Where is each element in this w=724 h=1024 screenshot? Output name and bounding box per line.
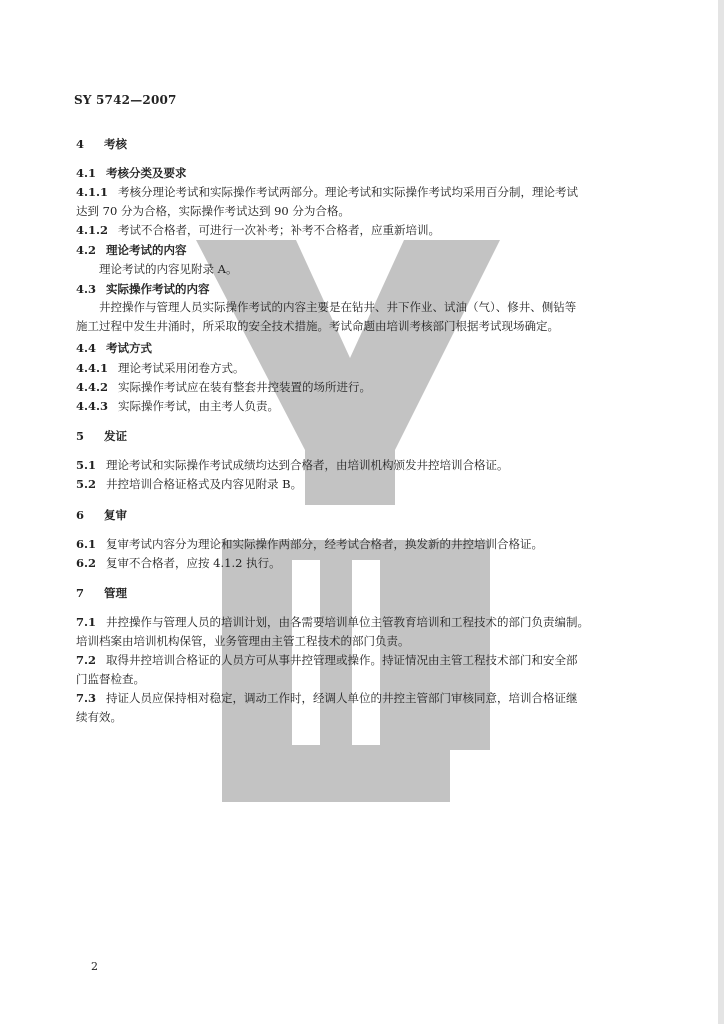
section-number: 4.2 — [76, 243, 97, 257]
section-4-4-heading — [76, 340, 648, 356]
section-title: 考试方式 — [106, 341, 152, 355]
clause-number: 7.2 — [76, 653, 97, 667]
section-title: 考核分类及要求 — [106, 166, 187, 180]
section-title: 发证 — [104, 429, 127, 443]
clause-7-1 — [76, 614, 648, 630]
clause-5-2 — [76, 476, 648, 492]
section-number: 6 — [76, 508, 85, 522]
clause-number: 7.1 — [76, 615, 97, 629]
clause-7-3-cont: 续有效。 — [76, 710, 122, 724]
section-number: 4.4 — [76, 341, 97, 355]
section-6-heading — [76, 507, 648, 523]
clause-number: 4.1.1 — [76, 185, 109, 199]
section-4-3-text-cont: 施工过程中发生井涌时，所采取的安全技术措施。考试命题由培训考核部门根据考试现场确定。 — [76, 319, 559, 333]
section-4-3-text: 井控操作与管理人员实际操作考试的内容主要是在钻井、井下作业、试油（气）、修井、侧钻等 — [99, 300, 577, 314]
clause-text: 井控培训合格证格式及内容见附录 B。 — [106, 477, 303, 491]
clause-number: 7.3 — [76, 691, 97, 705]
section-title: 复审 — [104, 508, 127, 522]
section-4-2-text: 理论考试的内容见附录 A。 — [99, 262, 238, 276]
clause-6-2 — [76, 555, 648, 571]
clause-text: 复审考试内容分为理论和实际操作两部分，经考试合格者，换发新的井控培训合格证。 — [106, 537, 543, 551]
clause-text: 复审不合格者，应按 4.1.2 执行。 — [106, 556, 281, 570]
section-title: 实际操作考试的内容 — [106, 282, 210, 296]
section-number: 4.1 — [76, 166, 97, 180]
clause-text: 实际操作考试，由主考人负责。 — [118, 399, 279, 413]
clause-6-1 — [76, 536, 648, 552]
clause-number: 4.4.3 — [76, 399, 109, 413]
section-7-heading — [76, 585, 648, 601]
section-4-2-heading — [76, 242, 648, 258]
clause-text: 考试不合格者，可进行一次补考；补考不合格者，应重新培训。 — [118, 223, 440, 237]
clause-text: 理论考试采用闭卷方式。 — [118, 361, 245, 375]
clause-7-2-cont: 门监督检查。 — [76, 672, 145, 686]
standard-code: SY 5742—2007 — [74, 93, 177, 107]
clause-text: 取得井控培训合格证的人员方可从事井控管理或操作。持证情况由主管工程技术部门和安全部 — [106, 653, 578, 667]
section-4-heading — [76, 136, 648, 152]
section-4-3-heading — [76, 281, 648, 297]
clause-4-1-2 — [76, 222, 648, 238]
clause-4-4-3 — [76, 398, 648, 414]
page-number: 2 — [91, 960, 98, 973]
section-title: 理论考试的内容 — [106, 243, 187, 257]
clause-number: 6.1 — [76, 537, 97, 551]
clause-4-1-1-cont: 达到 70 分为合格，实际操作考试达到 90 分为合格。 — [76, 204, 350, 218]
clause-number: 6.2 — [76, 556, 97, 570]
section-4-1-heading — [76, 165, 648, 181]
clause-number: 5.1 — [76, 458, 97, 472]
clause-text: 井控操作与管理人员的培训计划，由各需要培训单位主管教育培训和工程技术的部门负责编制。 — [106, 615, 589, 629]
section-number: 5 — [76, 429, 85, 443]
section-title: 考核 — [104, 137, 127, 151]
clause-7-1-cont: 培训档案由培训机构保管，业务管理由主管工程技术的部门负责。 — [76, 634, 410, 648]
section-5-heading — [76, 428, 648, 444]
clause-text: 理论考试和实际操作考试成绩均达到合格者，由培训机构颁发井控培训合格证。 — [106, 458, 509, 472]
clause-5-1 — [76, 457, 648, 473]
clause-7-2 — [76, 652, 648, 668]
clause-number: 4.4.1 — [76, 361, 109, 375]
clause-4-4-2 — [76, 379, 648, 395]
clause-text: 持证人员应保持相对稳定，调动工作时，经调人单位的井控主管部门审核同意，培训合格证继 — [106, 691, 578, 705]
clause-number: 4.1.2 — [76, 223, 109, 237]
section-number: 4 — [76, 137, 85, 151]
clause-4-1-1 — [76, 184, 648, 200]
section-number: 4.3 — [76, 282, 97, 296]
clause-7-3 — [76, 690, 648, 706]
clause-text: 考核分理论考试和实际操作考试两部分。理论考试和实际操作考试均采用百分制，理论考试 — [118, 185, 578, 199]
section-number: 7 — [76, 586, 85, 600]
clause-number: 5.2 — [76, 477, 97, 491]
section-title: 管理 — [104, 586, 127, 600]
clause-text: 实际操作考试应在装有整套井控装置的场所进行。 — [118, 380, 371, 394]
clause-number: 4.4.2 — [76, 380, 109, 394]
clause-4-4-1 — [76, 360, 648, 376]
